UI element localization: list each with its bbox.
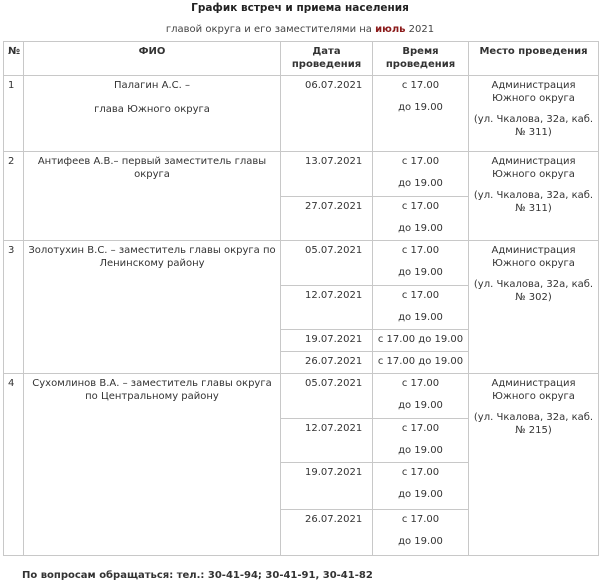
session-time <box>373 374 469 419</box>
session-time <box>373 152 469 197</box>
time-to: до 19.00 <box>398 267 443 278</box>
time-from: с 17.00 <box>401 423 440 434</box>
table-row <box>4 374 599 419</box>
subtitle-month: июль <box>375 24 406 35</box>
time-from: с 17.00 <box>401 514 440 525</box>
page-title: График встреч и приема населения <box>191 2 409 14</box>
table-row <box>4 241 599 286</box>
session-time <box>373 286 469 330</box>
header-date <box>281 42 373 76</box>
session-date: 19.07.2021 <box>281 330 373 352</box>
session-date: 26.07.2021 <box>281 352 373 374</box>
session-time <box>373 419 469 463</box>
row-fio: Золотухин В.С. – заместитель главы округа по Ленинскому району <box>24 241 281 374</box>
time-to: до 19.00 <box>398 489 443 500</box>
row-num: 4 <box>4 374 24 556</box>
place-address: (ул. Чкалова, 32а, каб. № 311) <box>473 114 594 138</box>
header-fio: ФИО <box>24 42 281 76</box>
time-to: до 19.00 <box>398 178 443 189</box>
table-row <box>4 76 599 152</box>
page-subtitle <box>0 24 600 35</box>
header-time-line2: проведения <box>385 59 456 70</box>
time-to: до 19.00 <box>398 223 443 234</box>
session-time <box>373 463 469 510</box>
header-num: № <box>4 42 24 76</box>
time-to: до 19.00 <box>398 312 443 323</box>
time-from: с 17.00 <box>401 290 440 301</box>
time-from: с 17.00 <box>401 245 440 256</box>
row-num: 1 <box>4 76 24 152</box>
time-to: до 19.00 <box>398 102 443 113</box>
table-header-row <box>4 42 599 76</box>
session-date: 05.07.2021 <box>281 241 373 286</box>
place-name: Администрация Южного округа <box>491 156 576 180</box>
place-name: Администрация Южного округа <box>491 378 576 402</box>
time-from: с 17.00 <box>401 467 440 478</box>
session-date: 12.07.2021 <box>281 286 373 330</box>
session-date: 13.07.2021 <box>281 152 373 197</box>
time-from: с 17.00 <box>401 378 440 389</box>
subtitle-year: 2021 <box>405 24 435 35</box>
session-date: 26.07.2021 <box>281 510 373 556</box>
place-name: Администрация Южного округа <box>491 80 576 104</box>
place-address: (ул. Чкалова, 32а, каб. № 302) <box>473 279 594 303</box>
row-fio: Сухомлинов В.А. – заместитель главы округа по Центральному району <box>24 374 281 556</box>
header-time-line1: Время <box>402 46 439 57</box>
session-date: 27.07.2021 <box>281 197 373 241</box>
header-date-line2: проведения <box>291 59 362 70</box>
subtitle-prefix: главой округа и его заместителями на <box>165 24 376 35</box>
time-from: с 17.00 <box>401 80 440 91</box>
session-time <box>373 76 469 152</box>
row-num: 2 <box>4 152 24 241</box>
time-from: с 17.00 <box>401 156 440 167</box>
row-fio: Антифеев А.В.– первый заместитель главы округа <box>24 152 281 241</box>
session-time: с 17.00 до 19.00 <box>373 330 469 352</box>
time-to: до 19.00 <box>398 536 443 547</box>
row-place <box>469 152 599 241</box>
session-time <box>373 510 469 556</box>
session-date: 12.07.2021 <box>281 419 373 463</box>
session-time: с 17.00 до 19.00 <box>373 352 469 374</box>
session-date: 06.07.2021 <box>281 76 373 152</box>
header-time <box>373 42 469 76</box>
fio-line: Палагин А.С. – <box>114 80 190 91</box>
header-place: Место проведения <box>469 42 599 76</box>
session-date: 19.07.2021 <box>281 463 373 510</box>
time-to: до 19.00 <box>398 400 443 411</box>
place-address: (ул. Чкалова, 32а, каб. № 215) <box>473 412 594 436</box>
header-date-line1: Дата <box>312 46 341 57</box>
row-fio <box>24 76 281 152</box>
row-place <box>469 374 599 556</box>
row-place <box>469 241 599 374</box>
place-address: (ул. Чкалова, 32а, каб. № 311) <box>473 190 594 214</box>
session-date: 05.07.2021 <box>281 374 373 419</box>
place-name: Администрация Южного округа <box>491 245 576 269</box>
schedule-table <box>3 41 599 556</box>
fio-line: глава Южного округа <box>94 104 210 115</box>
time-to: до 19.00 <box>398 445 443 456</box>
session-time <box>373 197 469 241</box>
row-place <box>469 76 599 152</box>
table-row <box>4 152 599 197</box>
time-from: с 17.00 <box>401 201 440 212</box>
session-time <box>373 241 469 286</box>
row-num: 3 <box>4 241 24 374</box>
contact-footer: По вопросам обращаться: тел.: 30-41-94; 30-41-91, 30-41-82 <box>22 570 373 581</box>
